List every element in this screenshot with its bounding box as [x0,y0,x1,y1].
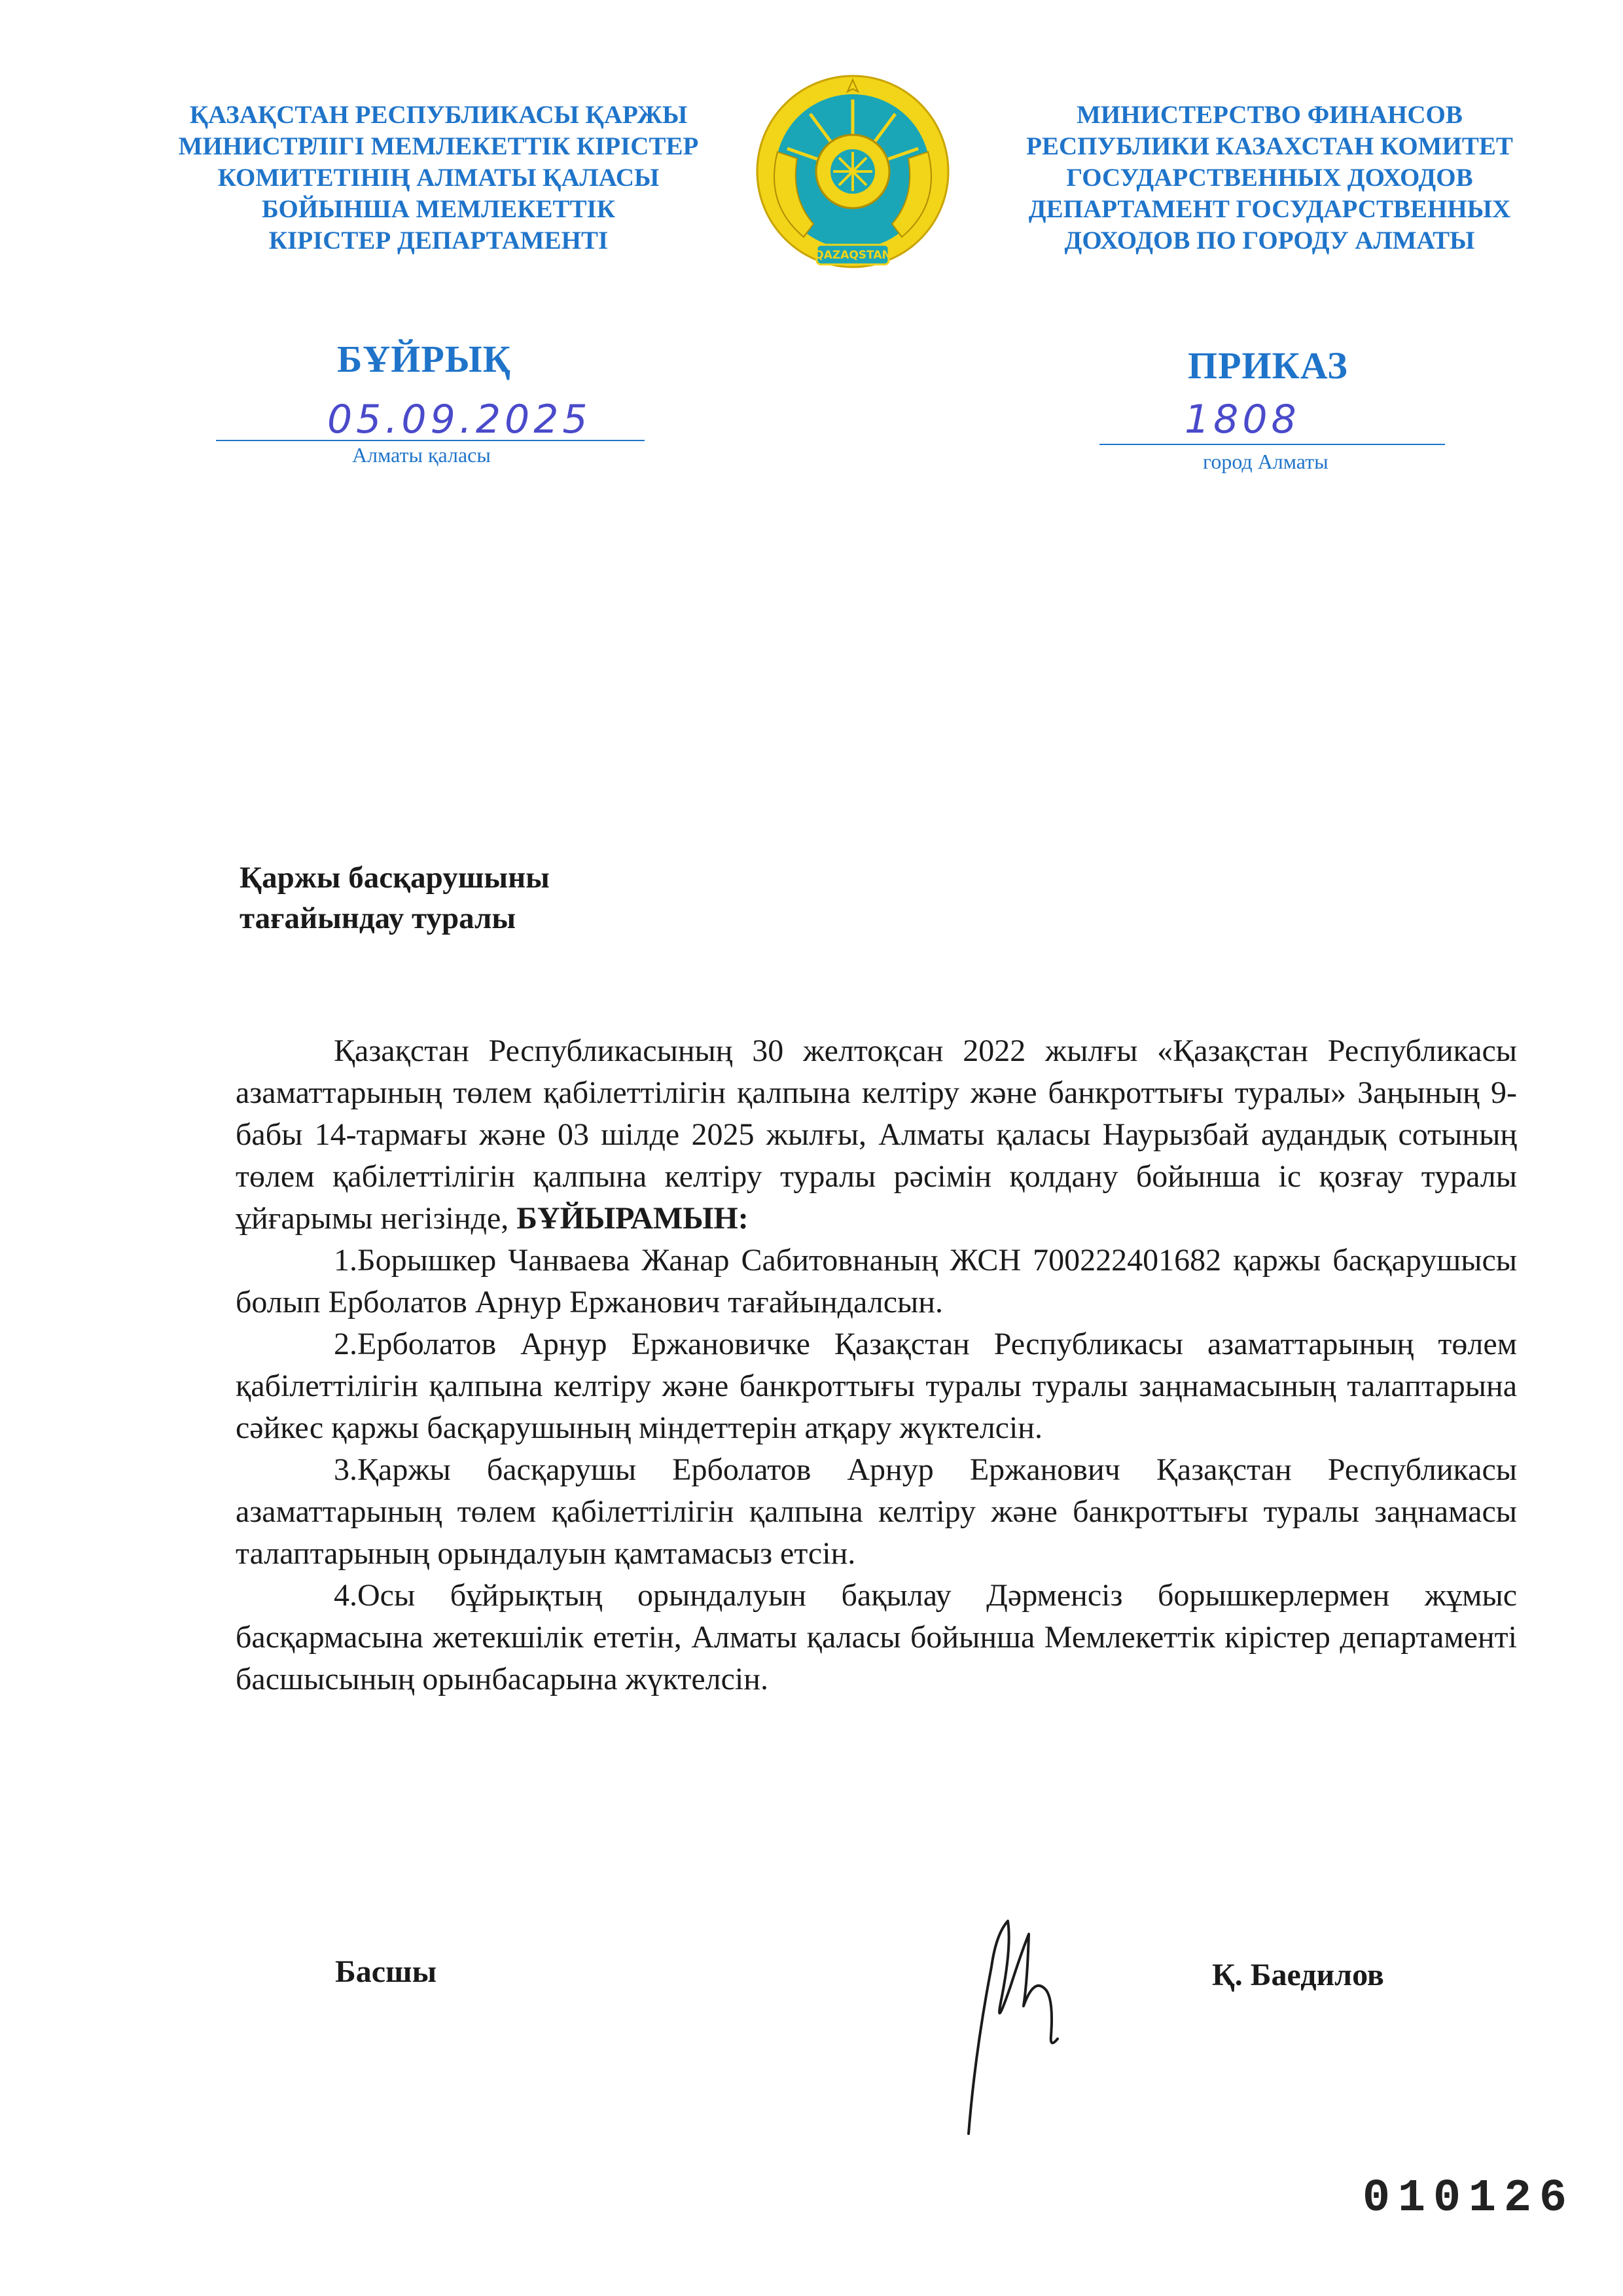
order-body [236,1030,1517,1700]
order-item: 1.Борышкер Чанваева Жанар Сабитовнаның ЖСН 700222401682 қаржы басқарушысы болып Ерболатов Арнур Ержанович тағайындалсын. [236,1243,1517,1319]
header-kz-line: КОМИТЕТІНІҢ АЛМАТЫ ҚАЛАСЫ [217,164,660,192]
order-subject [240,857,550,939]
order-title-ru: ПРИКАЗ [1188,344,1348,387]
command-word: БҰЙЫРАМЫН: [516,1201,749,1236]
order-item: 2.Ерболатов Арнур Ержановичке Қазақстан Республикасы азаматтарының төлем қабілеттілігін қалпына келтіру және банкроттығы туралы туралы заңнамасының талаптарына сәйкес қаржы басқарушының міндеттерін атқару жүктелсін. [236,1327,1517,1445]
date-underline [216,440,645,441]
order-title-kz: БҰЙРЫҚ [337,338,511,380]
place-ru: город Алматы [1203,450,1329,473]
header-kz-line: ҚАЗАҚСТАН РЕСПУБЛИКАСЫ ҚАРЖЫ [189,101,688,129]
state-emblem-icon [751,73,954,281]
header-ru [982,99,1558,257]
header-kz-line: КІРІСТЕР ДЕПАРТАМЕНТІ [268,226,609,255]
subject-line: Қаржы басқарушыны [240,861,550,895]
svg-text:QAZAQSTAN: QAZAQSTAN [814,249,891,262]
order-item: 3.Қаржы басқарушы Ерболатов Арнур Ержанович Қазақстан Республикасы азаматтарының төлем қабілеттілігін қалпына келтіру және банкроттығы туралы заңнамасы талаптарының орындалуын қамтамасыз етсін. [236,1452,1517,1571]
signatory-name: Қ. Баедилов [1212,1958,1384,1992]
preamble-text: Қазақстан Республикасының 30 желтоқсан 2022 жылғы «Қазақстан Республикасы азаматтарының төлем қабілеттілігін қалпына келтіру және банкроттығы туралы» Заңының 9-бабы 14-тармағы және 03 шілде 2025 жылғы, Алматы қаласы Наурызбай аудандық сотының төлем қабілеттілігін қалпына келтіру туралы рәсімін қолдану бойынша іс қозғау туралы ұйғарымы негізінде, [236,1033,1517,1236]
header-ru-line: ДОХОДОВ ПО ГОРОДУ АЛМАТЫ [1064,226,1475,255]
order-date: 05.09.2025 [327,397,592,442]
place-kz: Алматы қаласы [352,443,491,467]
header-ru-line: РЕСПУБЛИКИ КАЗАХСТАН КОМИТЕТ [1026,132,1513,160]
header-ru-line: МИНИСТЕРСТВО ФИНАНСОВ [1077,101,1463,129]
number-underline [1099,444,1445,445]
header-kz-line: МИНИСТРЛІГІ МЕМЛЕКЕТТІК КІРІСТЕР [178,132,699,160]
order-item: 4.Осы бұйрықтың орындалуын бақылау Дәрменсіз борышкерлермен жұмыс басқармасына жетекшілік ететін, Алматы қаласы бойынша Мемлекеттік кірістер департаменті басшысының орынбасарына жүктелсін. [236,1578,1517,1696]
preamble-paragraph [236,1030,1517,1240]
header-ru-line: ГОСУДАРСТВЕННЫХ ДОХОДОВ [1066,164,1473,192]
order-number: 1808 [1185,397,1300,442]
header-kz-line: БОЙЫНША МЕМЛЕКЕТТІК [261,195,616,223]
serial-number: 010126 [1363,2173,1575,2225]
handwritten-signature [955,1908,1073,2144]
subject-line: тағайындау туралы [240,901,516,935]
signatory-role: Басшы [335,1954,437,1989]
header-kz [151,99,726,257]
header-ru-line: ДЕПАРТАМЕНТ ГОСУДАРСТВЕННЫХ [1028,195,1511,223]
